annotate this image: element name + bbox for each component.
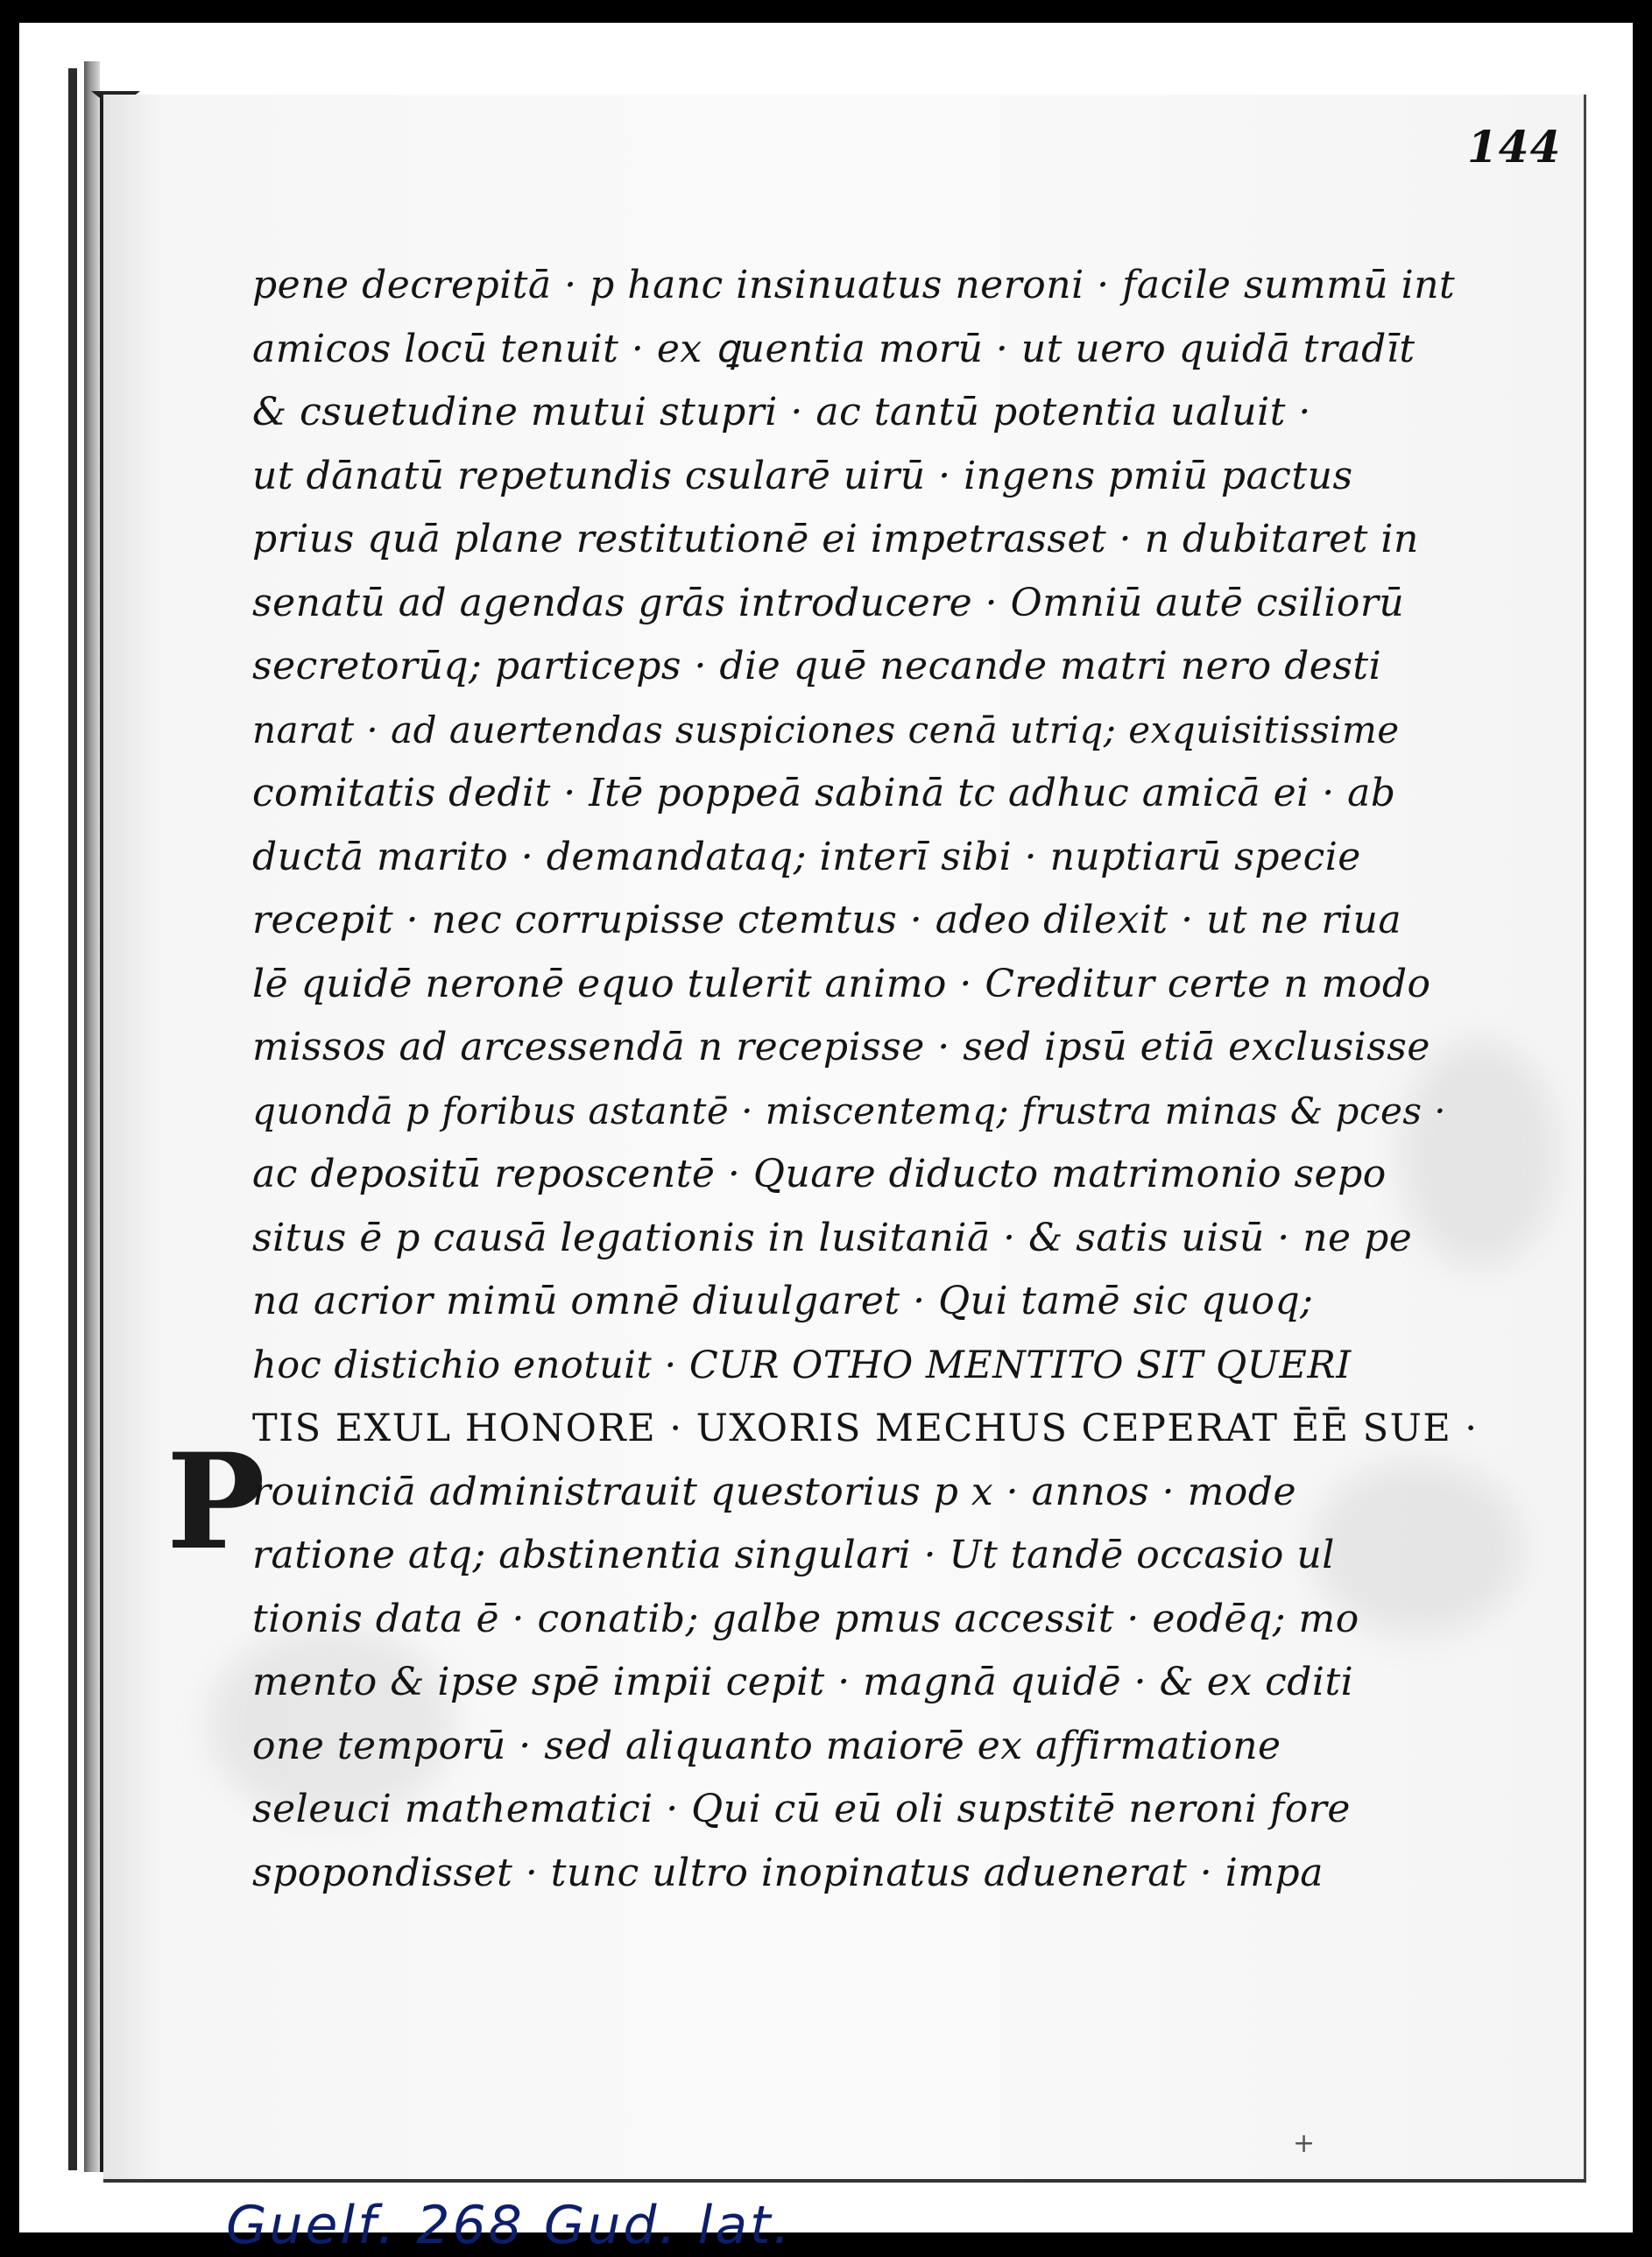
text-line: pene decrepitā · p hanc insinuatus neroni · facile summū int <box>252 263 1456 307</box>
text-line: lē quidē neronē equo tulerit animo · Creditur certe n modo <box>252 961 1431 1006</box>
text-line: comitatis dedit · Itē poppeā sabinā tc adhuc amicā ei · ab <box>252 771 1396 815</box>
text-line: situs ē p causā legationis in lusitaniā · & satis uisū · ne pe <box>252 1215 1413 1260</box>
text-line: mento & ipse spē impii cepit · magnā quidē · & ex cditi <box>252 1660 1354 1704</box>
folio-number: 144 <box>1467 121 1562 173</box>
text-line: missos ad arcessendā n recepisse · sed ipsū etiā exclusisse <box>252 1025 1430 1069</box>
photo-frame-left <box>0 0 19 2257</box>
text-line: secretorūq; particeps · die quē necande matri nero desti <box>252 644 1382 688</box>
text-line: narat · ad auertendas suspiciones cenā utriq; exquisitissime <box>252 708 1400 751</box>
text-line: spopondisset · tunc ultro inopinatus aduenerat · impa <box>252 1850 1324 1895</box>
photo-frame-right <box>1633 0 1652 2257</box>
binding-spine <box>68 68 77 2170</box>
initial-letter: P <box>166 1425 265 1579</box>
text-line: tionis data ē · conatib; galbe pmus accessit · eodēq; mo <box>252 1596 1359 1641</box>
text-line: ductā marito · demandataq; interī sibi · nuptiarū specie <box>252 834 1361 879</box>
text-line: quondā p foribus astantē · miscentemq; frustra minas & pces · <box>252 1089 1447 1132</box>
photo-frame-top <box>0 0 1652 23</box>
text-line: seleuci mathematici · Qui cū eū oli supstitē neroni fore <box>252 1787 1351 1831</box>
text-line-capitals: TIS EXUL HONORE · UXORIS MECHUS CEPERAT ĒĒ SUE · <box>252 1407 1479 1450</box>
text-line: ut dānatū repetundis csularē uirū · ingens pmiū pactus <box>252 453 1353 498</box>
stain <box>1400 1040 1557 1268</box>
shelfmark-label: Guelf. 268 Gud. lat. <box>226 2195 793 2256</box>
text-line: prius quā plane restitutionē ei impetrasset · n dubitaret in <box>252 517 1419 561</box>
text-line: amicos locū tenuit · ex ꝗuentia morū · ut uero quidā tradīt <box>252 326 1415 371</box>
text-line: ratione atq; abstinentia singulari · Ut tandē occasio ul <box>252 1533 1335 1577</box>
text-line: na acrior mimū omnē diuulgaret · Qui tamē sic quoq; <box>252 1279 1314 1323</box>
text-line: ac depositū reposcentē · Quare diducto matrimonio sepo <box>252 1152 1387 1196</box>
text-line: senatū ad agendas grās introducere · Omniū autē csiliorū <box>252 580 1405 625</box>
text-line-capitals: hoc distichio enotuit · CUR OTHO MENTITO SIT QUERI <box>252 1343 1352 1387</box>
text-line: recepit · nec corrupisse ctemtus · adeo dilexit · ut ne riua <box>252 898 1402 942</box>
stamp-mark: + <box>1293 2128 1316 2159</box>
text-line: & csuetudine mutui stupri · ac tantū potentia ualuit · <box>252 390 1311 434</box>
binding-gutter <box>84 61 100 2172</box>
text-line: rouinciā administrauit questorius p x · annos · mode <box>252 1469 1296 1514</box>
text-line: one temporū · sed aliquanto maiorē ex affirmatione <box>252 1723 1281 1768</box>
manuscript-text <box>252 254 1479 1905</box>
